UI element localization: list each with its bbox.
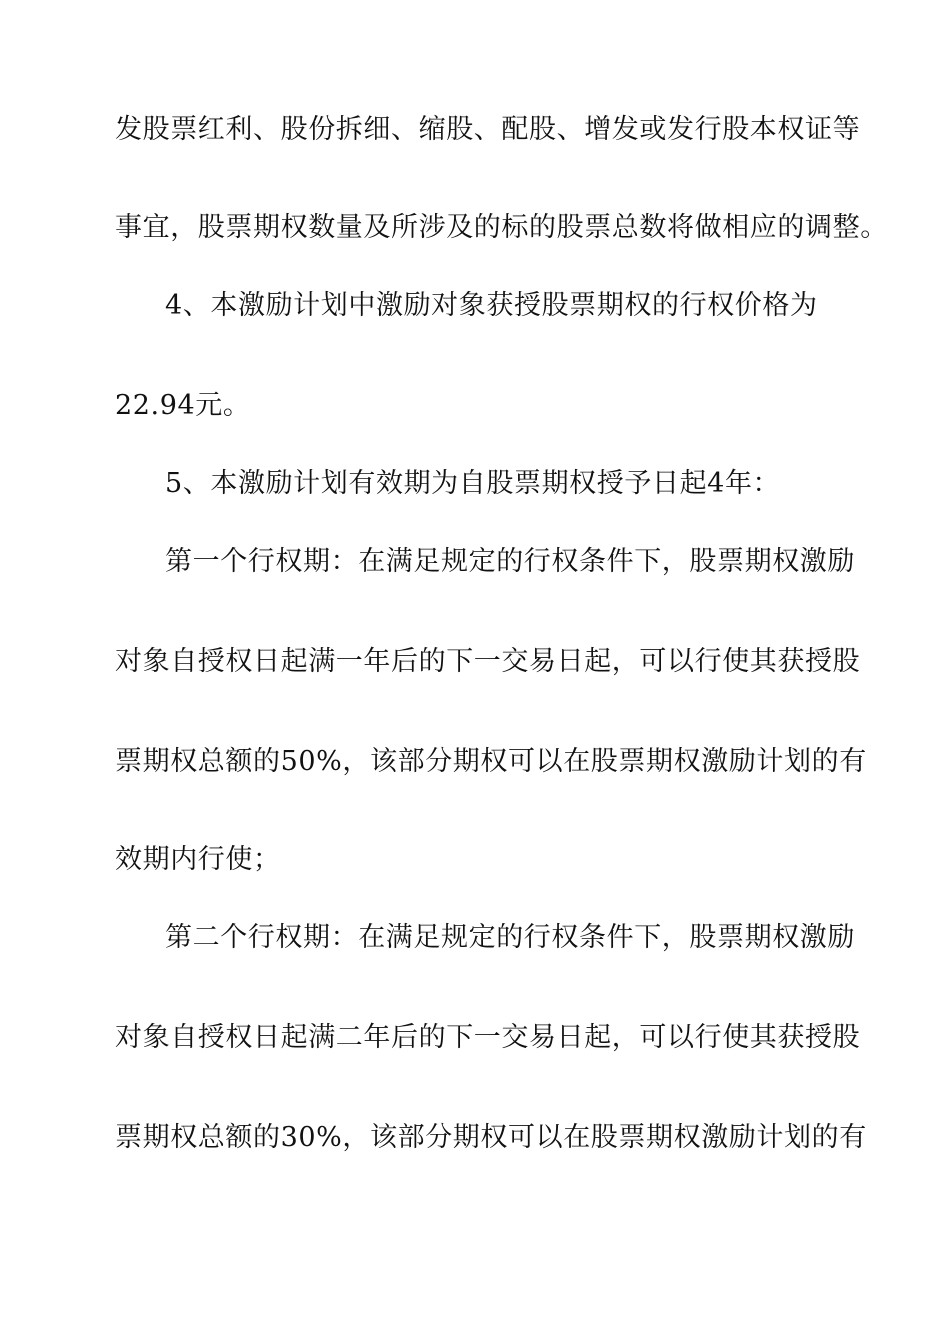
text-line: 票期权总额的50%，该部分期权可以在股票期权激励计划的有 [115, 746, 867, 777]
text-line: 票期权总额的30%，该部分期权可以在股票期权激励计划的有 [115, 1122, 867, 1153]
text-line: 第一个行权期：在满足规定的行权条件下，股票期权激励 [165, 546, 855, 577]
text-line: 4、本激励计划中激励对象获授股票期权的行权价格为 [165, 290, 818, 321]
text-line: 第二个行权期：在满足规定的行权条件下，股票期权激励 [165, 922, 855, 953]
text-line: 对象自授权日起满一年后的下一交易日起，可以行使其获授股 [115, 646, 861, 677]
text-line: 发股票红利、股份拆细、缩股、配股、增发或发行股本权证等 [115, 114, 861, 145]
text-line: 5、本激励计划有效期为自股票期权授予日起4年： [165, 468, 781, 499]
text-line: 效期内行使； [115, 844, 281, 875]
text-line: 22.94元。 [115, 390, 251, 421]
text-line: 事宜，股票期权数量及所涉及的标的股票总数将做相应的调整。 [115, 212, 888, 243]
text-line: 对象自授权日起满二年后的下一交易日起，可以行使其获授股 [115, 1022, 861, 1053]
